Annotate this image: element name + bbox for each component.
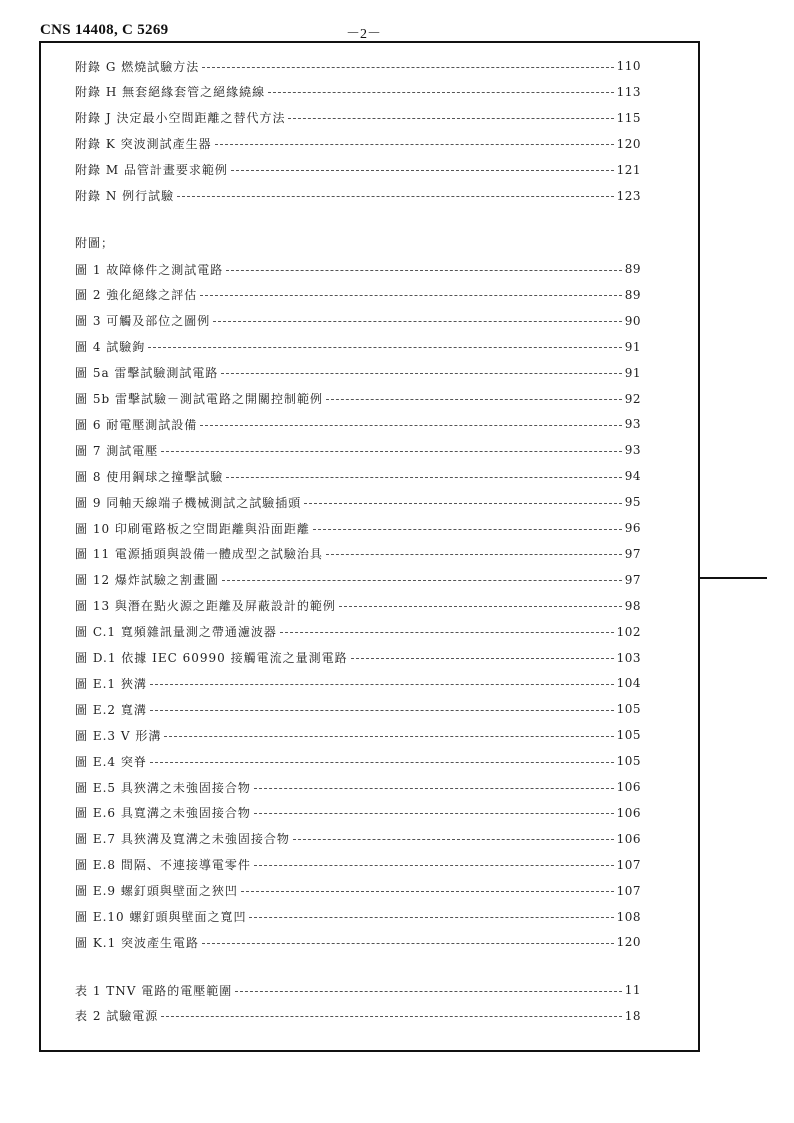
toc-entry-page: 95 <box>624 495 641 510</box>
toc-entry-label: 圖 4 試驗鉤 <box>75 340 146 355</box>
dot-leader <box>293 839 614 840</box>
figure-entry <box>75 572 641 588</box>
toc-entry-label: 圖 E.8 間隔、不連接導電零件 <box>75 858 251 873</box>
dot-leader <box>213 321 621 322</box>
figure-entry <box>75 546 641 562</box>
dot-leader <box>150 710 614 711</box>
toc-entry-page: 113 <box>616 84 641 99</box>
toc-entry-label: 圖 2 強化絕緣之評估 <box>75 288 198 303</box>
toc-entry-label: 圖 E.10 螺釘頭與壁面之寬凹 <box>75 910 247 924</box>
appendix-entry <box>75 188 641 204</box>
dot-leader <box>150 762 614 763</box>
toc-entry-page: 107 <box>616 883 641 898</box>
toc-entry-page: 91 <box>624 365 641 380</box>
toc-entry-page: 96 <box>624 521 641 535</box>
toc-entry-page: 108 <box>616 909 641 924</box>
dot-leader <box>164 736 613 737</box>
dot-leader <box>249 917 613 918</box>
figure-entry <box>75 520 641 536</box>
figure-entry <box>75 261 641 277</box>
toc-entry-page: 97 <box>624 572 641 587</box>
figure-entry <box>75 883 641 899</box>
figure-entry <box>75 365 641 381</box>
toc-entry-label: 圖 3 可觸及部位之圖例 <box>75 314 211 329</box>
dot-leader <box>351 658 614 659</box>
toc-entry-page: 89 <box>624 287 641 302</box>
toc-entry-label: 圖 E.5 具狹溝之未強固接合物 <box>75 780 251 795</box>
dot-leader <box>288 118 613 119</box>
dot-leader <box>235 991 621 992</box>
figure-entry <box>75 391 641 407</box>
toc-entry-page: 115 <box>616 110 641 125</box>
dot-leader <box>241 891 614 892</box>
dot-leader <box>222 580 622 581</box>
dot-leader <box>202 67 613 68</box>
dot-leader <box>326 554 622 555</box>
figure-entry <box>75 934 641 950</box>
toc-entry-page: 93 <box>624 443 641 458</box>
toc-entry-label: 圖 5b 雷擊試驗－測試電路之開關控制範例 <box>75 392 323 406</box>
dot-leader <box>326 399 622 400</box>
dot-leader <box>148 347 621 348</box>
toc-entry-page: 110 <box>616 59 641 73</box>
toc-entry-label: 附錄 N 例行試驗 <box>75 189 175 203</box>
dot-leader <box>254 865 614 866</box>
toc-entry-page: 91 <box>624 339 641 354</box>
toc-entry-label: 圖 7 測試電壓 <box>75 443 159 458</box>
toc-entry-page: 105 <box>616 728 641 743</box>
figure-entry <box>75 805 641 821</box>
toc-entry-label: 圖 13 與潛在點火源之距離及屏蔽設計的範例 <box>75 599 336 614</box>
toc-entry-page: 104 <box>616 676 641 691</box>
toc-entry-page: 105 <box>616 754 641 769</box>
toc-entry-page: 123 <box>616 188 641 203</box>
figure-entry <box>75 857 641 873</box>
appendix-entry <box>75 58 641 74</box>
dot-leader <box>177 196 613 197</box>
toc-entry-label: 圖 K.1 突波產生電路 <box>75 935 200 950</box>
figure-entry <box>75 753 641 769</box>
toc-entry-page: 97 <box>624 546 641 561</box>
dot-leader <box>202 943 614 944</box>
figure-entry <box>75 650 641 666</box>
dot-leader <box>226 270 621 271</box>
toc-entry-page: 92 <box>624 391 641 406</box>
toc-entry-page: 105 <box>616 702 641 717</box>
toc-entry-label: 附錄 H 無套絕緣套管之絕緣繞線 <box>75 85 266 100</box>
toc-entry-label: 圖 E.2 寬溝 <box>75 702 147 717</box>
toc-entry-label: 圖 1 故障條件之測試電路 <box>75 262 224 277</box>
figure-entry <box>75 468 641 484</box>
dot-leader <box>231 170 614 171</box>
toc-entry-label: 圖 E.7 具狹溝及寬溝之未強固接合物 <box>75 832 290 847</box>
toc-entry-page: 120 <box>616 935 641 950</box>
dot-leader <box>280 632 614 633</box>
toc-entry-page: 102 <box>616 624 641 639</box>
dot-leader <box>200 425 621 426</box>
figure-entry <box>75 779 641 795</box>
dot-leader <box>200 295 621 296</box>
toc-entry-page: 106 <box>616 831 641 846</box>
figure-entry <box>75 598 641 614</box>
toc-entry-page: 94 <box>624 469 641 484</box>
toc-entry-label: 附錄 K 突波測試產生器 <box>75 137 212 152</box>
figure-entry <box>75 831 641 847</box>
toc-entry-page: 106 <box>616 805 641 820</box>
toc-entry-page: 98 <box>624 598 641 613</box>
toc-entry-label: 圖 E.1 狹溝 <box>75 676 147 691</box>
toc-entry-page: 90 <box>624 313 641 328</box>
figures-heading: 附圖； <box>75 236 115 250</box>
toc-entry-label: 附錄 M 品管計畫要求範例 <box>75 163 228 178</box>
toc-entry-label: 圖 6 耐電壓測試設備 <box>75 417 198 432</box>
toc-entry-page: 18 <box>624 1008 641 1023</box>
toc-entry-label: 圖 E.6 具寬溝之未強固接合物 <box>75 806 251 821</box>
appendix-entry <box>75 110 641 126</box>
toc-entry-label: 圖 9 同軸天線端子機械測試之試驗插頭 <box>75 495 302 510</box>
appendix-entry <box>75 84 641 100</box>
toc-entry-page: 93 <box>624 417 641 432</box>
dot-leader <box>304 503 621 504</box>
standard-number: CNS 14408, C 5269 <box>40 22 169 38</box>
toc-entry-label: 圖 12 爆炸試驗之割畫圖 <box>75 573 219 588</box>
figure-entry <box>75 494 641 510</box>
page-number: －2－ <box>346 27 381 42</box>
appendix-entry <box>75 162 641 178</box>
toc-entry-label: 表 1 TNV 電路的電壓範圍 <box>75 983 233 998</box>
figure-entry <box>75 313 641 329</box>
toc-entry-label: 附錄 G 燃燒試驗方法 <box>75 59 200 74</box>
toc-entry-page: 11 <box>624 983 641 997</box>
figure-entry <box>75 727 641 743</box>
table-entry <box>75 1008 641 1024</box>
toc-entry-label: 圖 E.9 螺釘頭與壁面之狹凹 <box>75 884 238 899</box>
figure-entry <box>75 416 641 432</box>
dot-leader <box>215 144 614 145</box>
table-entry <box>75 982 641 998</box>
figure-entry <box>75 701 641 717</box>
figure-entry <box>75 442 641 458</box>
dot-leader <box>254 813 614 814</box>
figure-entry <box>75 909 641 925</box>
figure-entry <box>75 624 641 640</box>
toc-entry-page: 107 <box>616 857 641 872</box>
dot-leader <box>161 451 621 452</box>
toc-entry-label: 圖 E.4 突脊 <box>75 754 147 769</box>
dot-leader <box>221 373 621 374</box>
toc-entry-page: 106 <box>616 780 641 794</box>
toc-entry-label: 圖 11 電源插頭與設備一體成型之試驗治具 <box>75 547 323 562</box>
dot-leader <box>161 1016 621 1017</box>
dot-leader <box>313 529 622 530</box>
toc-entry-label: 表 2 試驗電源 <box>75 1009 159 1024</box>
toc-entry-label: 圖 8 使用鋼球之撞擊試驗 <box>75 469 224 484</box>
dot-leader <box>268 92 613 93</box>
toc-entry-label: 圖 E.3 V 形溝 <box>75 728 162 743</box>
toc-entry-label: 圖 5a 雷擊試驗測試電路 <box>75 366 219 381</box>
dot-leader <box>339 606 622 607</box>
toc-entry-page: 121 <box>616 162 641 177</box>
toc-entry-label: 附錄 J 決定最小空間距離之替代方法 <box>75 111 286 126</box>
toc-entry-label: 圖 D.1 依據 IEC 60990 接觸電流之量測電路 <box>75 651 348 665</box>
appendix-entry <box>75 136 641 152</box>
dot-leader <box>150 684 614 685</box>
toc-entry-page: 103 <box>616 650 641 665</box>
figure-entry <box>75 287 641 303</box>
toc-entry-page: 120 <box>616 136 641 151</box>
toc-entry-page: 89 <box>624 262 641 276</box>
figure-entry <box>75 675 641 691</box>
toc-entry-label: 圖 10 印刷電路板之空間距離與沿面距離 <box>75 521 310 536</box>
margin-mark <box>700 577 767 579</box>
figure-entry <box>75 339 641 355</box>
dot-leader <box>254 788 614 789</box>
dot-leader <box>226 477 621 478</box>
toc-entry-label: 圖 C.1 寬頻雜訊量測之帶通濾波器 <box>75 625 277 640</box>
